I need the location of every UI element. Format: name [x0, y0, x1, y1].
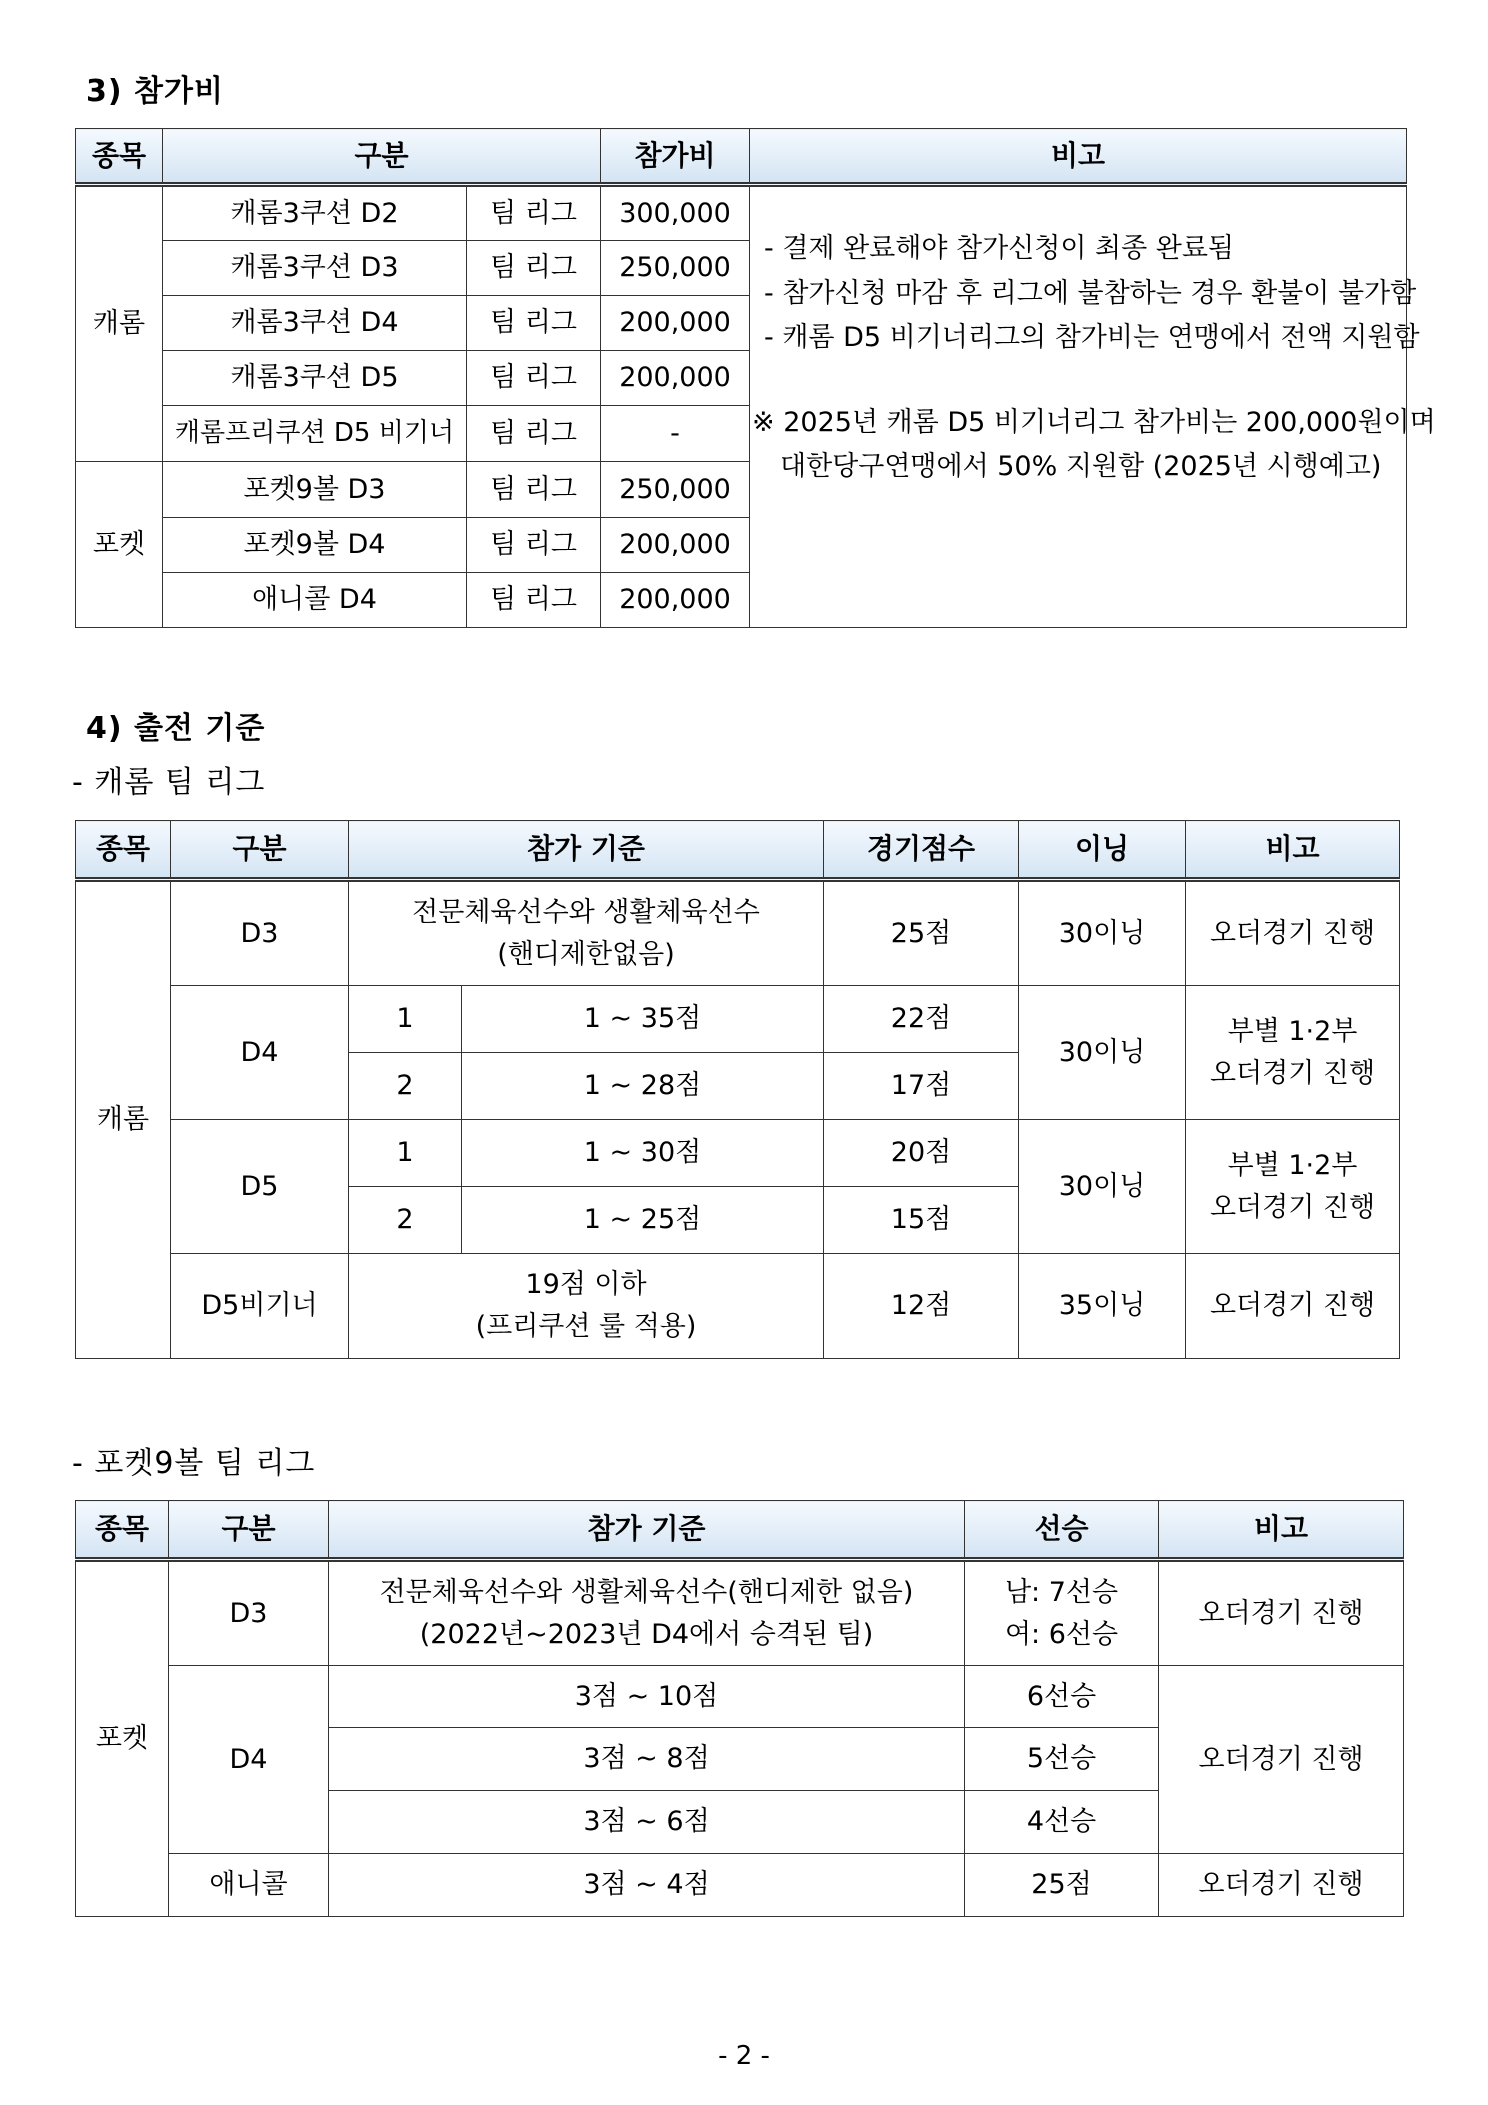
carom-subtitle: - 캐롬 팀 리그 — [72, 765, 266, 800]
division-cell-d4: D4 — [171, 986, 349, 1120]
header-division: 구분 — [171, 821, 349, 880]
criteria-line: (프리쿠션 룰 적용) — [475, 1311, 697, 1342]
header-criteria: 참가 기준 — [349, 821, 824, 880]
remark-line: 오더경기 진행 — [1209, 1191, 1376, 1223]
header-remark: 비고 — [750, 129, 1407, 185]
sport-cell-carom: 캐롬 — [76, 880, 171, 1359]
pocket-criteria-table — [75, 1500, 1404, 1917]
note-line-2: - 참가신청 마감 후 리그에 불참하는 경우 환불이 불가함 — [764, 277, 1417, 309]
remark-line: 부별 1·2부 — [1227, 1015, 1358, 1047]
remark-line: 부별 1·2부 — [1227, 1149, 1358, 1181]
fee-table — [75, 128, 1436, 628]
division-cell-d4: D4 — [169, 1666, 329, 1854]
league-cell: 팀 리그 — [467, 351, 601, 406]
header-fee: 참가비 — [601, 129, 750, 185]
header-remark: 비고 — [1159, 1501, 1404, 1560]
remark-cell: 오더경기 진행 — [1186, 880, 1400, 986]
criteria-cell-d3 — [329, 1560, 965, 1666]
pocket-subtitle: - 포켓9볼 팀 리그 — [72, 1446, 316, 1481]
division-cell-d3: D3 — [171, 880, 349, 986]
criteria-cell-d3 — [349, 880, 824, 986]
criteria-line: 전문체육선수와 생활체육선수(핸디제한 없음) — [379, 1576, 914, 1608]
header-criteria: 참가 기준 — [329, 1501, 965, 1560]
remark-cell — [1186, 986, 1400, 1120]
division-cell: 캐롬3쿠션 D3 — [163, 241, 467, 296]
division-cell: 캐롬3쿠션 D4 — [163, 296, 467, 351]
division-cell: 캐롬3쿠션 D5 — [163, 351, 467, 406]
wins-line: 남: 7선승 — [1004, 1576, 1119, 1608]
remark-cell — [1186, 1120, 1400, 1254]
header-sport: 종목 — [76, 821, 171, 880]
league-cell: 팀 리그 — [467, 185, 601, 241]
remark-line: 오더경기 진행 — [1209, 1057, 1376, 1089]
innings-cell: 35이닝 — [1019, 1254, 1186, 1359]
header-score: 경기점수 — [824, 821, 1019, 880]
division-cell-d5-beginner: D5비기너 — [171, 1254, 349, 1359]
header-sport: 종목 — [76, 1501, 169, 1560]
score-cell: 25점 — [824, 880, 1019, 986]
fee-cell: 250,000 — [601, 462, 750, 518]
header-division: 구분 — [169, 1501, 329, 1560]
note-line-1: - 결제 완료해야 참가신청이 최종 완료됨 — [764, 233, 1234, 264]
header-innings: 이닝 — [1019, 821, 1186, 880]
range-cell: 1 ~ 30점 — [462, 1120, 824, 1187]
league-cell: 팀 리그 — [467, 241, 601, 296]
range-cell: 1 ~ 28점 — [462, 1053, 824, 1120]
sport-cell-carom: 캐롬 — [76, 185, 163, 462]
division-cell: 포켓9볼 D3 — [163, 462, 467, 518]
range-cell: 3점 ~ 8점 — [329, 1728, 965, 1791]
criteria-cell-d5-beginner — [349, 1254, 824, 1359]
criteria-section-title: 4) 출전 기준 — [86, 711, 266, 746]
wins-line: 여: 6선승 — [1004, 1618, 1119, 1650]
league-cell: 팀 리그 — [467, 518, 601, 573]
sport-cell-pocket: 포켓 — [76, 1560, 169, 1917]
division-cell: 캐롬3쿠션 D2 — [163, 185, 467, 241]
division-cell: 캐롬프리쿠션 D5 비기너 — [163, 406, 467, 462]
remark-cell: 오더경기 진행 — [1159, 1666, 1404, 1854]
remark-cell: 오더경기 진행 — [1159, 1560, 1404, 1666]
division-cell-anycall: 애니콜 — [169, 1854, 329, 1917]
division-cell-d5: D5 — [171, 1120, 349, 1254]
page-number: - 2 - — [718, 2041, 770, 2071]
header-wins: 선승 — [965, 1501, 1159, 1560]
innings-cell: 30이닝 — [1019, 880, 1186, 986]
division-cell: 애니콜 D4 — [163, 573, 467, 628]
league-cell: 팀 리그 — [467, 573, 601, 628]
wins-cell: 6선승 — [965, 1666, 1159, 1728]
remark-cell: 오더경기 진행 — [1186, 1254, 1400, 1359]
innings-cell: 30이닝 — [1019, 986, 1186, 1120]
division-cell: 포켓9볼 D4 — [163, 518, 467, 573]
fee-cell: - — [601, 406, 750, 462]
header-sport: 종목 — [76, 129, 163, 185]
score-cell: 20점 — [824, 1120, 1019, 1187]
wins-cell: 25점 — [965, 1854, 1159, 1917]
range-cell: 1 ~ 35점 — [462, 986, 824, 1053]
division-cell-d3: D3 — [169, 1560, 329, 1666]
header-remark: 비고 — [1186, 821, 1400, 880]
fee-cell: 300,000 — [601, 185, 750, 241]
remark-cell: 오더경기 진행 — [1159, 1854, 1404, 1917]
criteria-line: (2022년~2023년 D4에서 승격된 팀) — [419, 1618, 874, 1650]
sub-no-cell: 2 — [349, 1053, 462, 1120]
fee-cell: 200,000 — [601, 518, 750, 573]
score-cell: 12점 — [824, 1254, 1019, 1359]
range-cell: 3점 ~ 10점 — [329, 1666, 965, 1728]
sub-no-cell: 2 — [349, 1187, 462, 1254]
carom-criteria-table — [75, 820, 1400, 1359]
wins-cell — [965, 1560, 1159, 1666]
sport-cell-pocket: 포켓 — [76, 462, 163, 628]
wins-cell: 5선승 — [965, 1728, 1159, 1791]
score-cell: 17점 — [824, 1053, 1019, 1120]
wins-cell: 4선승 — [965, 1791, 1159, 1854]
fee-section-title: 3) 참가비 — [86, 74, 224, 109]
range-cell: 3점 ~ 6점 — [329, 1791, 965, 1854]
league-cell: 팀 리그 — [467, 406, 601, 462]
header-division: 구분 — [163, 129, 601, 185]
league-cell: 팀 리그 — [467, 296, 601, 351]
note-line-5: 대한당구연맹에서 50% 지원함 (2025년 시행예고) — [780, 451, 1382, 483]
score-cell: 15점 — [824, 1187, 1019, 1254]
fee-cell: 200,000 — [601, 351, 750, 406]
fee-cell: 200,000 — [601, 573, 750, 628]
range-cell: 3점 ~ 4점 — [329, 1854, 965, 1917]
innings-cell: 30이닝 — [1019, 1120, 1186, 1254]
league-cell: 팀 리그 — [467, 462, 601, 518]
fee-cell: 250,000 — [601, 241, 750, 296]
note-line-4: ※ 2025년 캐롬 D5 비기너리그 참가비는 200,000원이며 — [752, 406, 1436, 438]
fee-notes — [750, 185, 1436, 628]
criteria-line: 19점 이하 — [525, 1269, 647, 1301]
note-line-3: - 캐롬 D5 비기너리그의 참가비는 연맹에서 전액 지원함 — [764, 322, 1420, 354]
criteria-line: 전문체육선수와 생활체육선수 — [412, 896, 760, 928]
sub-no-cell: 1 — [349, 1120, 462, 1187]
range-cell: 1 ~ 25점 — [462, 1187, 824, 1254]
criteria-line: (핸디제한없음) — [497, 938, 675, 970]
score-cell: 22점 — [824, 986, 1019, 1053]
fee-cell: 200,000 — [601, 296, 750, 351]
sub-no-cell: 1 — [349, 986, 462, 1053]
